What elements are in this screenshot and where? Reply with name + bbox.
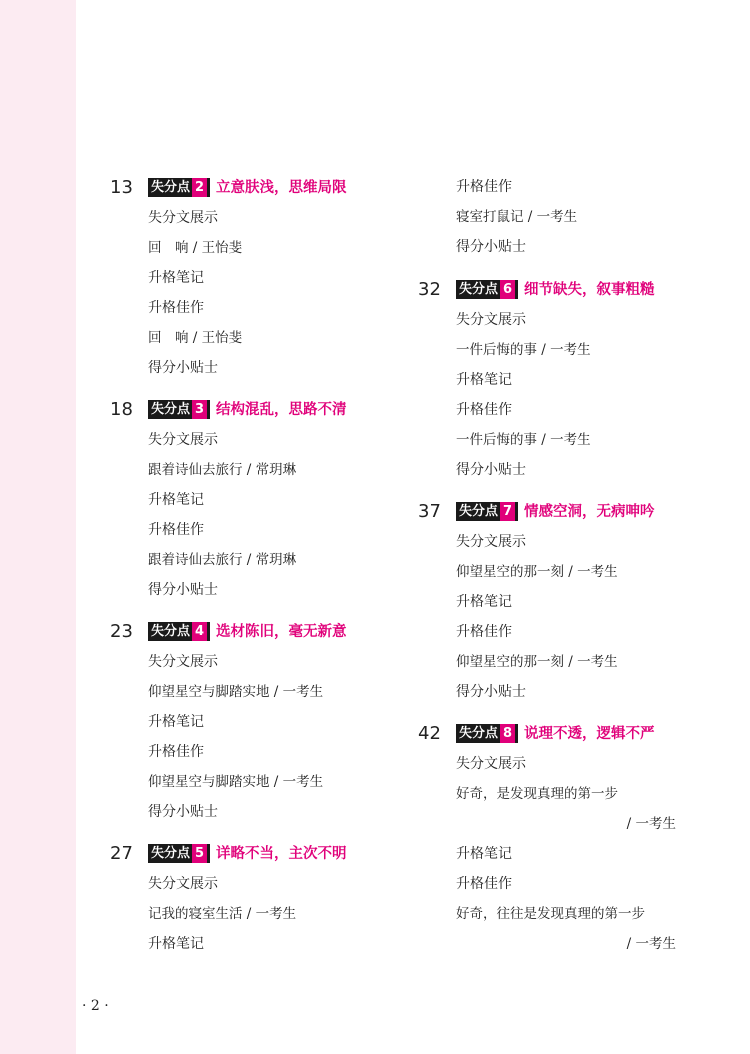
lost-point-badge xyxy=(148,400,210,419)
section-header xyxy=(110,395,400,425)
toc-entry: 得分小贴士 xyxy=(456,239,526,255)
lost-point-badge xyxy=(148,844,210,863)
toc-section xyxy=(110,617,400,827)
section-page-number: 37 xyxy=(418,501,441,522)
toc-entry: 升格佳作 xyxy=(456,179,512,195)
lost-point-badge xyxy=(456,280,518,299)
section-title: 选材陈旧，毫无新意 xyxy=(216,624,347,640)
toc-entry: 得分小贴士 xyxy=(456,684,526,700)
toc-entry-author: / 一考生 xyxy=(626,816,676,832)
toc-entry: 升格佳作 xyxy=(148,522,204,538)
badge-number: 6 xyxy=(500,280,515,299)
toc-entry: 升格笔记 xyxy=(456,372,512,388)
toc-entry: 升格佳作 xyxy=(456,624,512,640)
section-page-number: 42 xyxy=(418,723,441,744)
toc-section xyxy=(418,275,718,485)
toc-entry: 升格佳作 xyxy=(148,300,204,316)
section-header xyxy=(110,617,400,647)
toc-entry: 升格佳作 xyxy=(456,402,512,418)
section-title: 详略不当，主次不明 xyxy=(216,846,347,862)
section-title: 情感空洞，无病呻吟 xyxy=(524,504,655,520)
toc-entry: 升格佳作 xyxy=(456,876,512,892)
badge-number: 2 xyxy=(192,178,207,197)
toc-entry: 升格笔记 xyxy=(148,270,204,286)
section-page-number: 32 xyxy=(418,279,441,300)
toc-entry: 升格笔记 xyxy=(148,936,204,952)
badge-number: 8 xyxy=(500,724,515,743)
toc-entry: 跟着诗仙去旅行 / 常玥琳 xyxy=(148,552,297,568)
toc-entry: 仰望星空的那一刻 / 一考生 xyxy=(456,654,618,670)
lost-point-badge xyxy=(148,622,210,641)
toc-entry: 一件后悔的事 / 一考生 xyxy=(456,342,591,358)
toc-entry: 得分小贴士 xyxy=(456,462,526,478)
toc-entry: 好奇，是发现真理的第一步 xyxy=(456,786,618,802)
section-header xyxy=(418,497,718,527)
badge-label: 失分点 xyxy=(151,180,191,195)
toc-entry: 失分文展示 xyxy=(456,312,526,328)
toc-entry: 升格佳作 xyxy=(148,744,204,760)
toc-entry: 跟着诗仙去旅行 / 常玥琳 xyxy=(148,462,297,478)
toc-entry-author: / 一考生 xyxy=(626,936,676,952)
section-title: 说理不透，逻辑不严 xyxy=(524,726,655,742)
toc-entry: 回 响 / 王怡斐 xyxy=(148,240,243,256)
section-page-number: 27 xyxy=(110,843,133,864)
badge-number: 4 xyxy=(192,622,207,641)
badge-label: 失分点 xyxy=(459,282,499,297)
toc-entry: 寝室打鼠记 / 一考生 xyxy=(456,209,578,225)
toc-section xyxy=(418,497,718,707)
section-page-number: 18 xyxy=(110,399,133,420)
toc-entry: 失分文展示 xyxy=(456,756,526,772)
section-header xyxy=(110,173,400,203)
section-page-number: 23 xyxy=(110,621,133,642)
badge-label: 失分点 xyxy=(151,624,191,639)
toc-entry: 得分小贴士 xyxy=(148,360,218,376)
toc-entry: 好奇，往往是发现真理的第一步 xyxy=(456,906,645,922)
section-title: 细节缺失，叙事粗糙 xyxy=(524,282,655,298)
toc-entry: 得分小贴士 xyxy=(148,582,218,598)
toc-section xyxy=(110,173,400,383)
toc-entry: 升格笔记 xyxy=(148,492,204,508)
badge-label: 失分点 xyxy=(151,846,191,861)
toc-entry: 记我的寝室生活 / 一考生 xyxy=(148,906,297,922)
toc-entry: 升格笔记 xyxy=(456,594,512,610)
badge-label: 失分点 xyxy=(151,402,191,417)
section-title: 结构混乱，思路不清 xyxy=(216,402,347,418)
margin-strip xyxy=(0,0,76,1054)
lost-point-badge xyxy=(148,178,210,197)
lost-point-badge xyxy=(456,502,518,521)
section-header xyxy=(418,275,718,305)
section-title: 立意肤浅，思维局限 xyxy=(216,180,347,196)
toc-entry: 仰望星空与脚踏实地 / 一考生 xyxy=(148,774,324,790)
badge-label: 失分点 xyxy=(459,726,499,741)
toc-entry: 失分文展示 xyxy=(148,432,218,448)
toc-entry: 得分小贴士 xyxy=(148,804,218,820)
badge-number: 7 xyxy=(500,502,515,521)
badge-label: 失分点 xyxy=(459,504,499,519)
toc-entry: 仰望星空与脚踏实地 / 一考生 xyxy=(148,684,324,700)
toc-entry: 失分文展示 xyxy=(456,534,526,550)
toc-entry: 失分文展示 xyxy=(148,210,218,226)
toc-continuation xyxy=(418,172,718,262)
lost-point-badge xyxy=(456,724,518,743)
toc-section xyxy=(418,719,718,959)
toc-entry: 回 响 / 王怡斐 xyxy=(148,330,243,346)
toc-entry: 一件后悔的事 / 一考生 xyxy=(456,432,591,448)
badge-number: 5 xyxy=(192,844,207,863)
toc-entry: 失分文展示 xyxy=(148,654,218,670)
section-page-number: 13 xyxy=(110,177,133,198)
section-header xyxy=(110,839,400,869)
badge-number: 3 xyxy=(192,400,207,419)
toc-entry: 升格笔记 xyxy=(456,846,512,862)
section-header xyxy=(418,719,718,749)
page-folio: · 2 · xyxy=(82,998,109,1014)
toc-entry: 升格笔记 xyxy=(148,714,204,730)
toc-section xyxy=(110,839,400,959)
toc-entry: 失分文展示 xyxy=(148,876,218,892)
toc-section xyxy=(110,395,400,605)
toc-entry: 仰望星空的那一刻 / 一考生 xyxy=(456,564,618,580)
